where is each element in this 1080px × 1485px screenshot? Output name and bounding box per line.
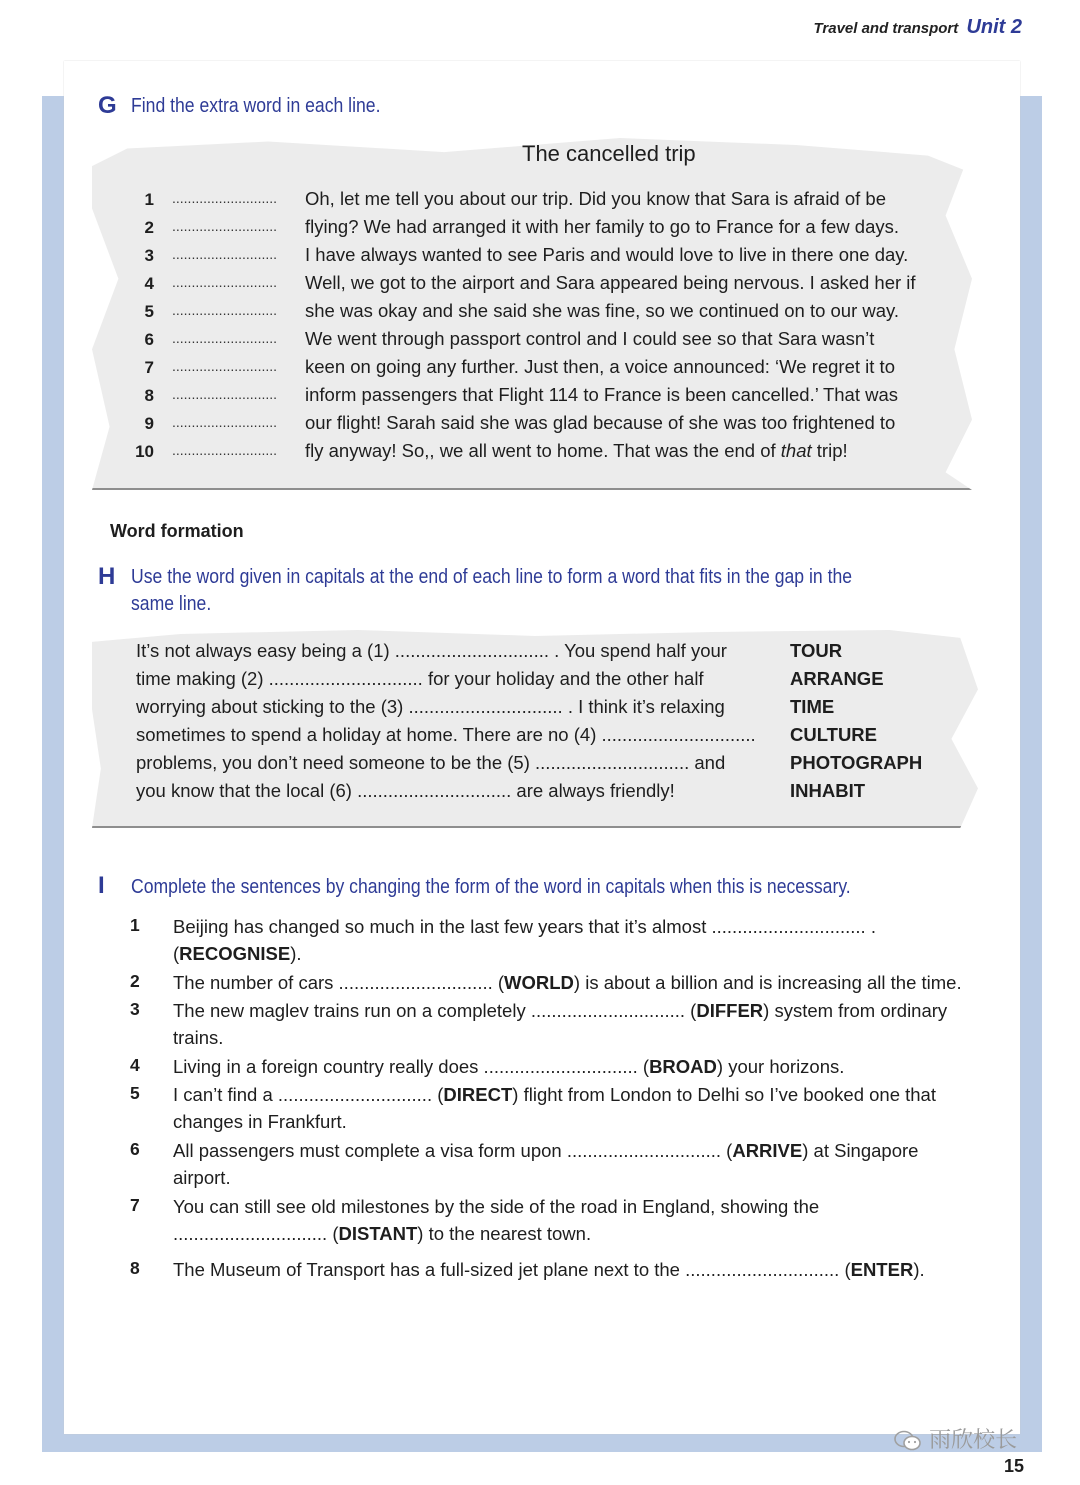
sentence-text-after: ). bbox=[913, 1259, 925, 1280]
answer-blank[interactable]: ........................... bbox=[172, 246, 278, 262]
line-number: 1 bbox=[144, 190, 154, 209]
wechat-icon bbox=[893, 1429, 923, 1453]
section-g-instruction: Find the extra word in each line. bbox=[131, 95, 381, 117]
watermark bbox=[893, 1423, 1017, 1454]
sentence-text-after: ) at Singapore airport. bbox=[173, 1140, 919, 1188]
story-line-text-part: fly anyway! So,, we all went to home. That was the end of bbox=[305, 440, 781, 461]
sentence-text-before: I can’t find a .............................. ( bbox=[173, 1084, 444, 1105]
gap-fill-text[interactable]: time making (2) .............................. for your holiday and the other half bbox=[136, 668, 704, 689]
word-formation-heading: Word formation bbox=[110, 521, 244, 541]
sentence-text[interactable] bbox=[173, 913, 973, 967]
capital-word: DIFFER bbox=[696, 1000, 764, 1021]
sentence-text[interactable] bbox=[173, 1193, 973, 1247]
line-number: 4 bbox=[144, 274, 154, 293]
section-h-instruction-line2: same line. bbox=[131, 593, 212, 615]
watermark-text: 雨欣校长 bbox=[929, 1427, 1018, 1452]
story-line bbox=[120, 270, 950, 298]
answer-blank[interactable]: ........................... bbox=[172, 218, 278, 234]
story-line-text: flying? We had arranged it with her family to go to France for a few days. bbox=[305, 216, 900, 237]
sentence-text-after: ) your horizons. bbox=[716, 1056, 845, 1077]
story-line-text: I have always wanted to see Paris and would love to live in there one day. bbox=[305, 244, 909, 265]
answer-blank[interactable]: ........................... bbox=[172, 190, 278, 206]
gap-fill-line bbox=[136, 780, 936, 808]
item-number: 1 bbox=[130, 915, 140, 935]
gap-fill-line bbox=[136, 640, 936, 668]
section-h-letter: H bbox=[98, 563, 116, 590]
gap-fill-line bbox=[136, 696, 936, 724]
item-number: 2 bbox=[130, 971, 140, 991]
item-number: 4 bbox=[130, 1055, 140, 1075]
answer-blank[interactable]: ........................... bbox=[172, 358, 278, 374]
answer-blank[interactable]: ........................... bbox=[172, 302, 278, 318]
sentence-text-before: You can still see old milestones by the side of the road in England, showing the .............................. ( bbox=[173, 1196, 820, 1244]
capital-word: WORLD bbox=[504, 972, 574, 993]
line-number: 10 bbox=[135, 442, 154, 461]
story-line-text: inform passengers that Flight 114 to France is been cancelled.’ That was bbox=[305, 384, 899, 405]
story-line bbox=[120, 354, 950, 382]
sentence-text-after: ). bbox=[290, 943, 302, 964]
gap-fill-text[interactable]: you know that the local (6) .............................. are always friendly! bbox=[136, 780, 675, 801]
story-line bbox=[120, 242, 950, 270]
story-line bbox=[120, 410, 950, 438]
capital-keyword: PHOTOGRAPH bbox=[790, 752, 923, 773]
sentence-open-paren: ( bbox=[173, 943, 180, 964]
line-number: 9 bbox=[144, 414, 154, 433]
story-line bbox=[120, 438, 950, 466]
line-number: 8 bbox=[144, 386, 154, 405]
sentence-text[interactable] bbox=[173, 997, 973, 1051]
gap-fill-text[interactable]: sometimes to spend a holiday at home. There are no (4) .............................. bbox=[136, 724, 756, 745]
story-line-text: Oh, let me tell you about our trip. Did you know that Sara is afraid of be bbox=[305, 188, 886, 209]
capital-word: RECOGNISE bbox=[179, 943, 291, 964]
story-line-text-italic: that bbox=[780, 440, 812, 461]
item-number: 5 bbox=[130, 1083, 140, 1103]
header-unit-label: Unit 2 bbox=[966, 16, 1022, 38]
capital-keyword: INHABIT bbox=[790, 780, 866, 801]
item-number: 8 bbox=[130, 1258, 140, 1278]
gap-fill-text[interactable]: problems, you don’t need someone to be the (5) .............................. and bbox=[136, 752, 726, 773]
sentence-text-before: The new maglev trains run on a completely .............................. ( bbox=[173, 1000, 697, 1021]
gap-fill-line bbox=[136, 752, 936, 780]
story-line bbox=[120, 326, 950, 354]
sentence-text-before: Living in a foreign country really does .............................. ( bbox=[173, 1056, 650, 1077]
section-h-instruction-line1: Use the word given in capitals at the end of each line to form a word that fits in the gap in the bbox=[131, 566, 853, 588]
story-line bbox=[120, 214, 950, 242]
section-i-letter: I bbox=[98, 872, 105, 899]
page-number: 15 bbox=[1003, 1456, 1024, 1476]
story-line-text: keen on going any further. Just then, a voice announced: ‘We regret it to bbox=[305, 356, 895, 377]
sentence-text-before: All passengers must complete a visa form upon .............................. ( bbox=[173, 1140, 733, 1161]
story-line-text-part: trip! bbox=[811, 440, 848, 461]
answer-blank[interactable]: ........................... bbox=[172, 414, 278, 430]
section-h-instruction bbox=[131, 564, 958, 618]
capital-keyword: TIME bbox=[790, 696, 835, 717]
running-header bbox=[814, 16, 1023, 39]
capital-keyword: CULTURE bbox=[790, 724, 878, 745]
sentence-text-before: The Museum of Transport has a full-sized jet plane next to the .............................. ( bbox=[173, 1259, 851, 1280]
sentence-text[interactable] bbox=[173, 1256, 973, 1283]
header-section-title: Travel and transport bbox=[813, 20, 959, 37]
sentence-text-after: ) to the nearest town. bbox=[417, 1223, 592, 1244]
sentence-text-after: ) system from ordinary trains. bbox=[173, 1000, 948, 1048]
gap-fill-text[interactable]: worrying about sticking to the (3) .............................. . I think it’s relaxing bbox=[136, 696, 725, 717]
capital-word: DIRECT bbox=[443, 1084, 513, 1105]
capital-word: ENTER bbox=[850, 1259, 914, 1280]
sentence-text-after: ) is about a billion and is increasing all the time. bbox=[573, 972, 962, 993]
sentence-text-before: Beijing has changed so much in the last few years that it’s almost .............................. . bbox=[173, 916, 876, 937]
story-line-text: We went through passport control and I could see so that Sara wasn’t bbox=[305, 328, 875, 349]
story-line-text: our flight! Sarah said she was glad because of she was too frightened to bbox=[305, 412, 896, 433]
capital-word: DISTANT bbox=[338, 1223, 418, 1244]
item-number: 7 bbox=[130, 1195, 140, 1215]
sentence-text-before: The number of cars .............................. ( bbox=[173, 972, 505, 993]
sentence-text[interactable] bbox=[173, 1137, 973, 1191]
line-number: 6 bbox=[144, 330, 154, 349]
sentence-text-after: ) flight from London to Delhi so I’ve booked one that changes in Frankfurt. bbox=[173, 1084, 936, 1132]
story-line-text: she was okay and she said she was fine, so we continued on to our way. bbox=[305, 300, 900, 321]
sentence-text[interactable] bbox=[173, 969, 973, 996]
story-line-text: Well, we got to the airport and Sara appeared being nervous. I asked her if bbox=[305, 272, 916, 293]
answer-blank[interactable]: ........................... bbox=[172, 274, 278, 290]
capital-word: BROAD bbox=[649, 1056, 717, 1077]
section-g-letter: G bbox=[98, 92, 117, 119]
answer-blank[interactable]: ........................... bbox=[172, 442, 278, 458]
story-line-text bbox=[305, 440, 848, 462]
capital-keyword: TOUR bbox=[790, 640, 843, 661]
section-i-instruction: Complete the sentences by changing the form of the word in capitals when this is necessary. bbox=[131, 876, 851, 898]
sentence-text[interactable] bbox=[173, 1053, 973, 1080]
line-number: 3 bbox=[144, 246, 154, 265]
item-number: 3 bbox=[130, 999, 140, 1019]
gap-fill-text[interactable]: It’s not always easy being a (1) .............................. . You spend half your bbox=[136, 640, 727, 661]
capital-keyword: ARRANGE bbox=[790, 668, 884, 689]
line-number: 5 bbox=[144, 302, 154, 321]
story-title: The cancelled trip bbox=[522, 141, 696, 166]
gap-fill-line bbox=[136, 724, 936, 752]
answer-blank[interactable]: ........................... bbox=[172, 386, 278, 402]
line-number: 2 bbox=[144, 218, 154, 237]
answer-blank[interactable]: ........................... bbox=[172, 330, 278, 346]
story-line bbox=[120, 382, 950, 410]
story-line bbox=[120, 298, 950, 326]
line-number: 7 bbox=[144, 358, 154, 377]
gap-fill-line bbox=[136, 668, 936, 696]
item-number: 6 bbox=[130, 1139, 140, 1159]
capital-word: ARRIVE bbox=[732, 1140, 803, 1161]
story-line bbox=[120, 186, 950, 214]
sentence-text[interactable] bbox=[173, 1081, 973, 1135]
